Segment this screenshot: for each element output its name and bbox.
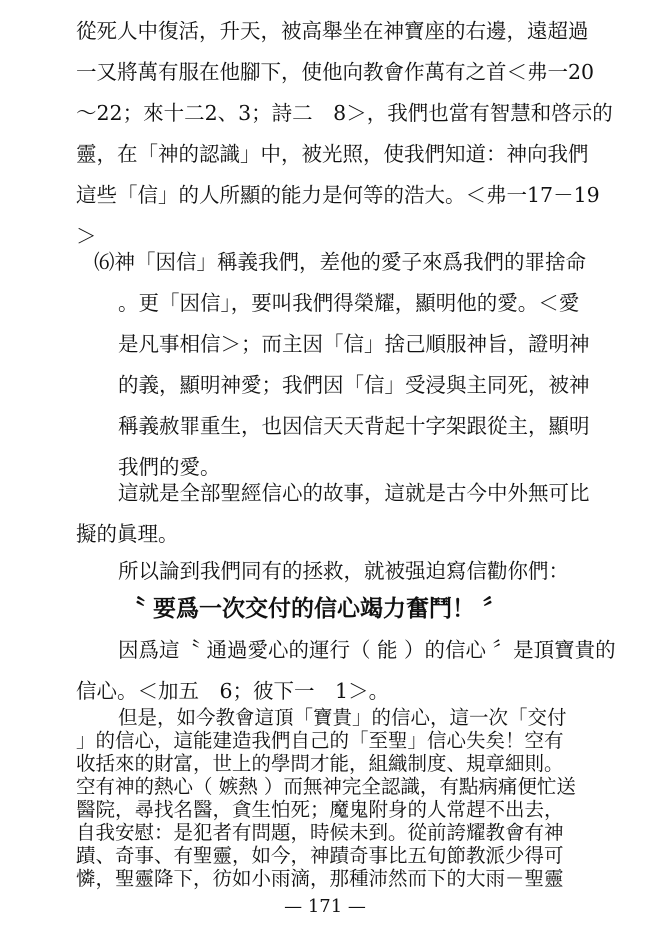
text-line: 擬的眞理。	[76, 522, 179, 546]
list-item-text: 的義，顯明神愛；我們因「信」受浸與主同死，被神	[118, 373, 590, 397]
slogan-heading: 〝 要爲一次交付的信心竭力奮鬥！ 〞	[122, 595, 507, 622]
text-line: 所以論到我們同有的拯救，就被强迫寫信勸你們：	[118, 559, 569, 583]
text-line: 空有神的熱心（ 嫉熱 ）而無神完全認識，有點病痛便忙送	[76, 775, 576, 798]
text-line: 憐，聖靈降下，彷如小雨滴，那種沛然而下的大雨－聖靈	[76, 867, 564, 890]
page-number: — 171 —	[284, 896, 366, 917]
text-line: 這就是全部聖經信心的故事，這就是古今中外無可比	[118, 481, 590, 505]
text-line: 信心。＜加五 6；彼下一 1＞。	[76, 679, 390, 703]
text-line: 從死人中復活，升天，被高舉坐在神寶座的右邊，遠超過	[76, 19, 589, 43]
text-line: 醫院，尋找名醫，貪生怕死；魔鬼附身的人常趕不出去，	[76, 798, 564, 821]
list-item-text: 。更「因信」，要叫我們得榮耀，顯明他的愛。＜愛	[118, 291, 580, 315]
text-line: ～22；來十二2、3；詩二 8＞，我們也當有智慧和啓示的	[76, 101, 613, 125]
text-line: 但是，如今教會這頂「寶貴」的信心，這一次「交付	[118, 706, 567, 729]
text-line: 蹟、奇事、有聖靈，如今，神蹟奇事比五旬節教派少得可	[76, 844, 564, 867]
text-line: 收括來的財富，世上的學問才能，組織制度、規章細則。	[76, 752, 564, 775]
text-line: 自我安慰：是犯者有問題，時候未到。從前誇耀教會有神	[76, 821, 564, 844]
list-item-text: 我們的愛。	[118, 455, 221, 479]
text-line: ＞	[76, 224, 97, 248]
text-line: 這些「信」的人所顯的能力是何等的浩大。＜弗一17－19	[76, 183, 600, 207]
text-line: 因爲這〝 通過愛心的運行（ 能 ）的信心 〞是頂寶貴的	[118, 638, 616, 662]
list-item-text: 是凡事相信＞；而主因「信」捨己順服神旨，證明神	[118, 332, 590, 356]
list-item-text: ⑹神「因信」稱義我們，差他的愛子來爲我們的罪捨命	[94, 250, 586, 274]
text-line: 一又將萬有服在他腳下，使他向教會作萬有之首＜弗一20	[76, 60, 595, 84]
list-item-text: 稱義赦罪重生，也因信天天背起十字架跟從主，顯明	[118, 414, 590, 438]
text-line: 」的信心，這能建造我們自己的「至聖」信心失矣！空有	[76, 729, 564, 752]
text-line: 靈，在「神的認識」中，被光照，使我們知道：神向我們	[76, 142, 589, 166]
